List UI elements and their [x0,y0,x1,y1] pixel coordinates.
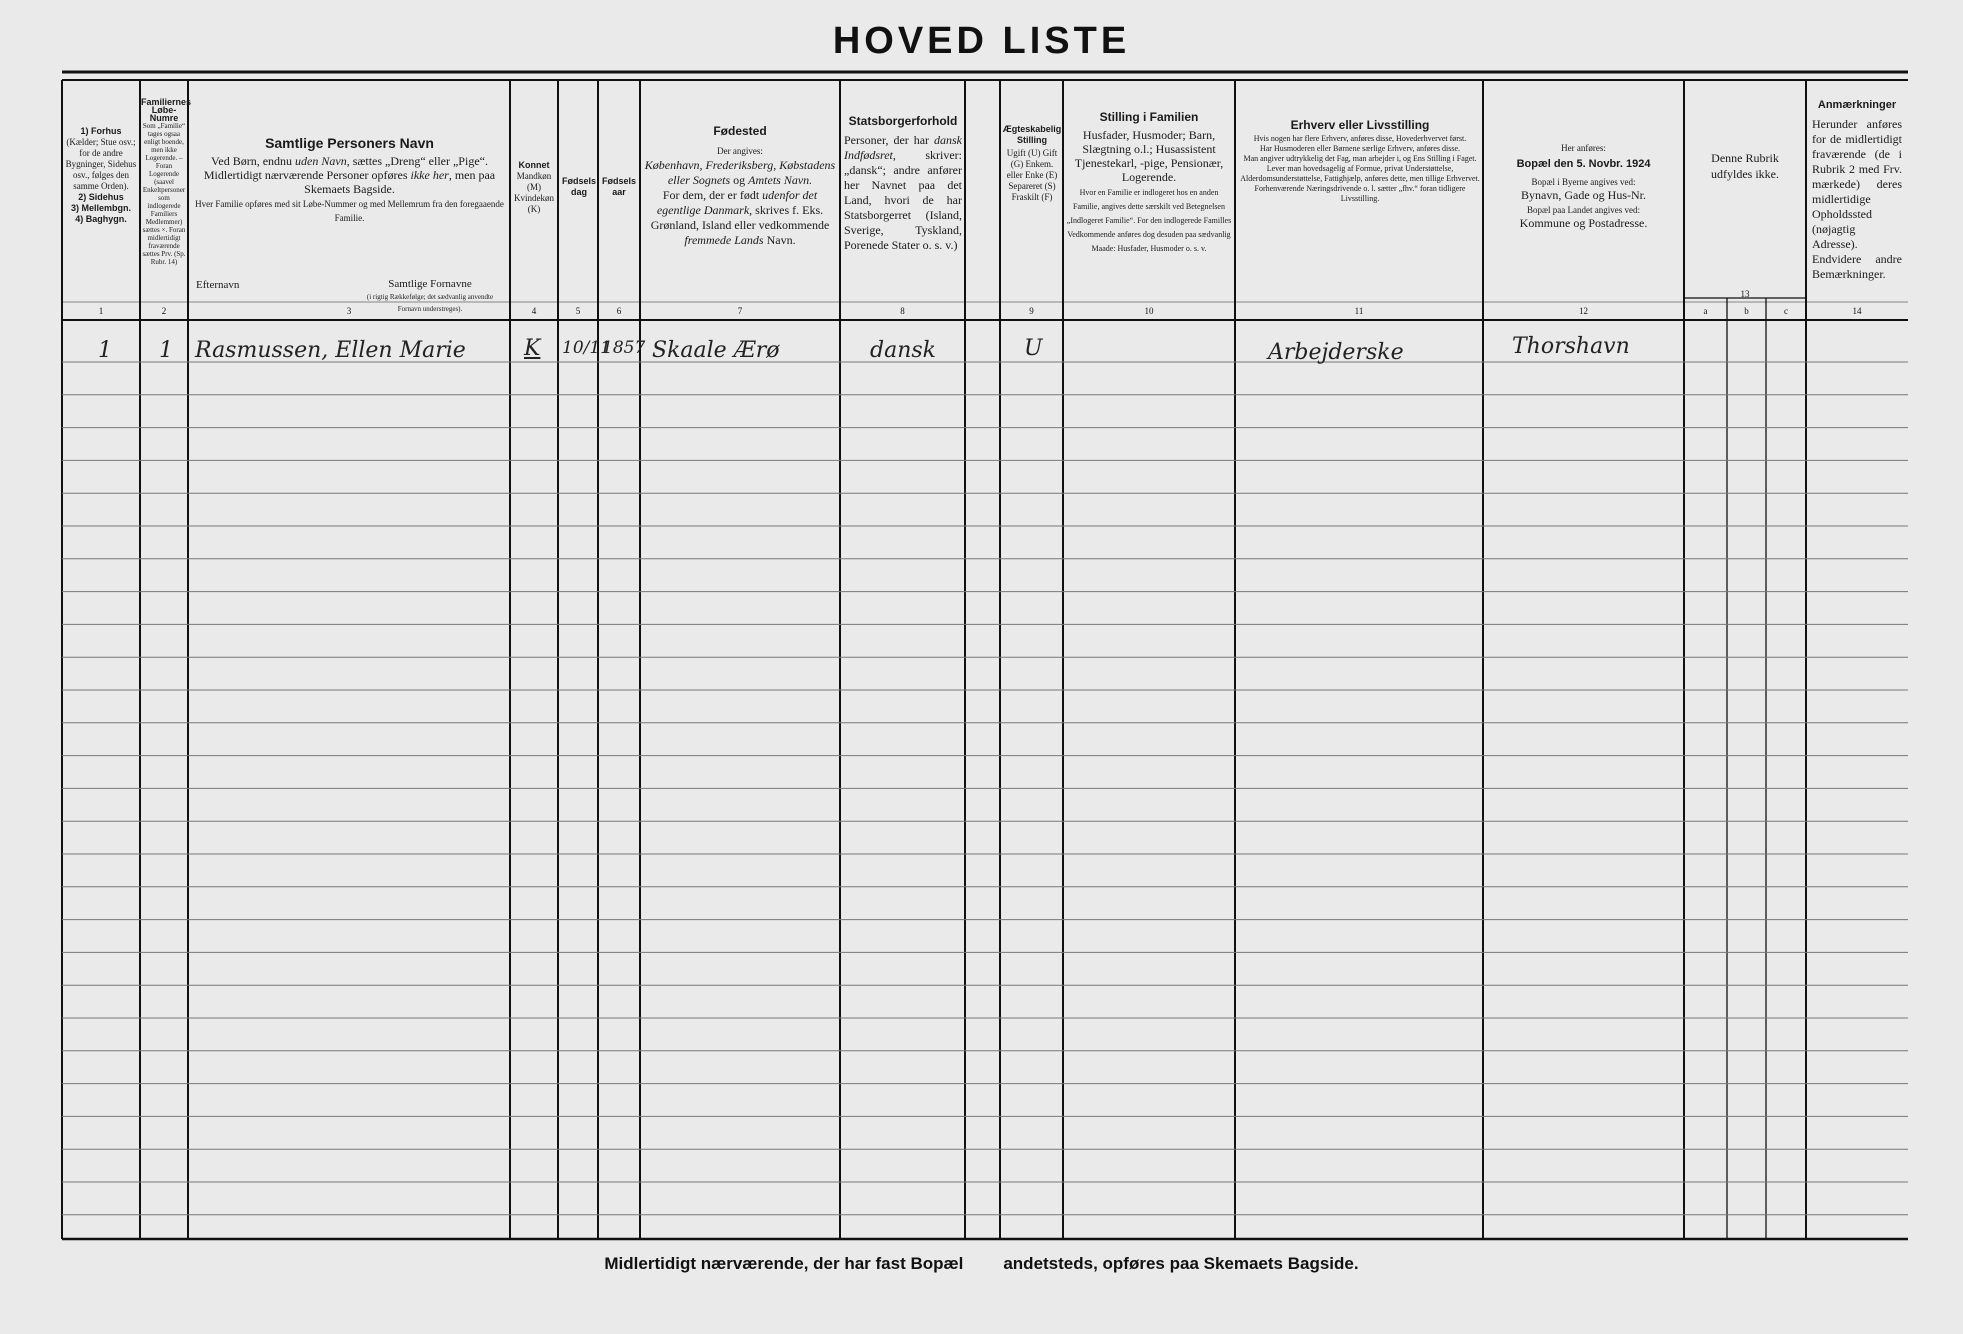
entry-birthyear: 1857 [602,338,646,358]
footer-note-right: andetsteds, opføres paa Skemaets Bagside. [1003,1254,1359,1273]
header-birthplace-h: fremmede Lands [684,233,764,247]
header-birthplace-d: Amtets Navn. [748,173,813,187]
col-number: 4 [531,306,537,316]
header-family-number [141,97,192,266]
header-occupation-title: Erhverv eller Livsstilling [1290,118,1430,132]
header-family-position-b: Hvor en Familie er indlogeret hos en anden Familie, angives dette særskilt ved Betegnelsen „Indlogeret Familie“. For den indlogerede Familles Vedkommende anføres dog desuden paa sædvanlig Maade: Husfader, Husmoder o. s. v. [1066,188,1232,253]
header-floor-mellembgn: 3) Mellembgn. [70,203,131,213]
header-floor [64,126,138,225]
header-birthyear [602,176,636,198]
header-names-l1b: uden Navn [295,154,347,168]
header-birthplace-f: udenfor det egentlige Danmark [656,188,818,217]
header-family-number-body: Som „Familie“ tages ogsaa enligt boende, men ikke Logerende. – Foran Logerende (saavel Enkeltpersoner som indlogerede Familiers Medlemmer) sættes ×. Foran midlertidigt fraværende sættes Prv. (Sp. Rubr. 14) [142,122,186,266]
header-names [192,136,507,224]
header-birthyear-title: Fødselsaar [602,176,637,197]
header-marital-body: Ugift (U) Gift (G) Enkem. eller Enke (E) Separeret (S) Fraskilt (F) [1006,148,1058,202]
header-birthplace-b: København, Frederiksberg, Købstadens eller Sognets [644,158,836,187]
header-names-l2b: ikke her [410,168,449,182]
header-rubrik [1700,150,1790,182]
footer-note [0,1254,1963,1274]
header-citizenship [844,114,962,253]
col-number: 7 [737,306,743,316]
header-birthplace-c: og [733,173,746,187]
header-birthday [562,176,596,198]
header-remarks [1812,98,1902,282]
col-number: 9 [1029,306,1034,316]
header-floor-baghygn: 4) Baghygn. [75,214,127,224]
header-citizenship-title: Statsborgerforhold [848,114,958,128]
header-residence [1486,140,1681,230]
header-birthplace-title: Fødested [713,124,767,138]
header-citizenship-b: dansk Indfødsret [844,133,962,162]
header-occupation-e: Forhenværende Næringsdrivende o. l. sætter „fhv.“ foran tidligere Livsstilling. [1254,184,1466,203]
header-names-l3: Hver Familie opføres med sit Løbe-Nummer og med Mellemrum fra den foregaaende Familie. [195,199,504,223]
header-residence-a: Her anføres: [1561,143,1606,153]
header-remarks-body: Herunder anføres for de midlertidigt fraværende (de i Rubrik 2 med Frv. mærkede) deres midlertidige Opholdssted (nøjagtig Adresse). Endvidere andre Bemærkninger. [1812,117,1902,281]
header-names-l2a: Midlertidigt nærværende Personer opføres [203,168,411,182]
col-number: b [1744,306,1749,316]
header-occupation-d: Lever man hovedsagelig af Formue, privat Understøttelse, Alderdomsunderstøttelse, Fattighjælp, anføres dette, men tillige Erhvervet. [1240,164,1480,183]
header-names-l2c: , men paa Skemaets Bagside. [304,168,496,196]
header-residence-f: Kommune og Postadresse. [1519,216,1648,230]
header-floor-sidehus: 2) Sidehus [78,192,124,202]
header-surname: Efternavn [196,279,240,291]
header-sex [512,160,556,215]
header-sex-body: Mandkøn (M) Kvindekøn (K) [514,171,554,214]
col-number: 13 [1740,289,1750,299]
header-names-title: Samtlige Personers Navn [265,135,434,151]
entry-c1: 1 [98,338,112,363]
header-residence-b: Bopæl den 5. Novbr. 1924 [1516,158,1651,170]
header-remarks-title: Anmærkninger [1817,99,1897,111]
col-number: 6 [616,306,622,316]
col-number: 3 [346,306,352,316]
header-citizenship-a: Personer, der har [844,133,934,147]
col-number: 10 [1144,306,1154,316]
col-number: 11 [1354,306,1364,316]
entry-citizenship: dansk [870,338,936,363]
header-sex-title: Konnet [518,160,550,170]
header-floor-forhus: 1) Forhus [80,126,122,136]
header-birthplace [644,124,836,248]
entry-name: Rasmussen, Ellen Marie [195,338,466,363]
col-number: 8 [900,306,905,316]
col-number: a [1703,306,1708,316]
header-rubrik-body: Denne Rubrik udfyldes ikke. [1711,151,1779,181]
header-family-position [1066,110,1232,254]
entry-birthday: 10/11 [562,338,611,358]
col-number: c [1784,306,1788,316]
col-number: 2 [161,306,167,316]
entry-occupation: Arbejderske [1268,340,1404,365]
header-occupation-c: Man angiver udtrykkelig det Fag, man arbejder i, og Ens Stilling i Faget. [1243,154,1477,163]
header-occupation-b: Har Husmoderen eller Børnene særlige Erhverv, anføres disse. [1259,144,1461,153]
col-number: 12 [1579,306,1588,316]
page-title: HOVED LISTE [832,20,1131,62]
header-residence-e: Bopæl paa Landet angives ved: [1527,205,1640,215]
header-birthplace-e: For dem, der er født [662,188,763,202]
header-floor-note: (Kælder; Stue osv.; for de andre Bygninger, Sidehus osv., følges den samme Orden). [65,137,137,191]
entry-residence: Thorshavn [1512,334,1630,359]
header-firstnames-title: Samtlige Fornavne [388,278,472,290]
header-birthday-title: Fødselsdag [562,176,597,197]
header-citizenship-c: , skriver: „dansk“; andre anfører her Navnet paa det Land, hvori de har Statsborgerret (Island, Sverige, Tyskland, Porenede Stater o. s. v.) [844,148,962,252]
entry-birthplace: Skaale Ærø [652,338,780,363]
entry-sex: K [524,336,541,361]
col-number: 1 [98,306,104,316]
footer-note-left: Midlertidigt nærværende, der har fast Bopæl [604,1254,964,1273]
header-names-l1a: Ved Børn, endnu [211,154,296,168]
header-marital-title: Ægteskabelig Stilling [1002,124,1062,145]
header-birthplace-a: Der angives: [717,146,763,156]
entry-marital: U [1024,336,1043,361]
header-family-position-title: Stilling i Familien [1099,110,1199,124]
header-occupation [1240,120,1480,204]
header-residence-c: Bopæl i Byerne angives ved: [1531,177,1636,187]
col-number: 14 [1852,306,1862,316]
header-family-number-title: Familiernes Løbe-Numre [141,97,192,123]
header-marital [1002,124,1062,203]
header-residence-d: Bynavn, Gade og Hus-Nr. [1521,188,1646,202]
entry-c2: 1 [159,338,173,363]
header-firstnames-note: (i rigtig Rækkefølge; det sædvanlig anvendte Fornavn understreges). [366,293,494,313]
header-occupation-a: Hvis nogen har flere Erhverv, anføres disse, Hovederhvervet først. [1253,134,1467,143]
header-birthplace-i: Navn. [763,233,796,247]
header-family-position-a: Husfader, Husmoder; Barn, Slægtning o.l.; Husassistent Tjenestekarl, -pige, Pensionær, Logerende. [1074,128,1224,184]
header-names-l1c: , sættes „Dreng“ eller „Pige“. [346,154,488,168]
header-birthplace-g: , skrives f. Eks. Grønland, Island eller vedkommende [650,203,830,232]
col-number: 5 [575,306,581,316]
